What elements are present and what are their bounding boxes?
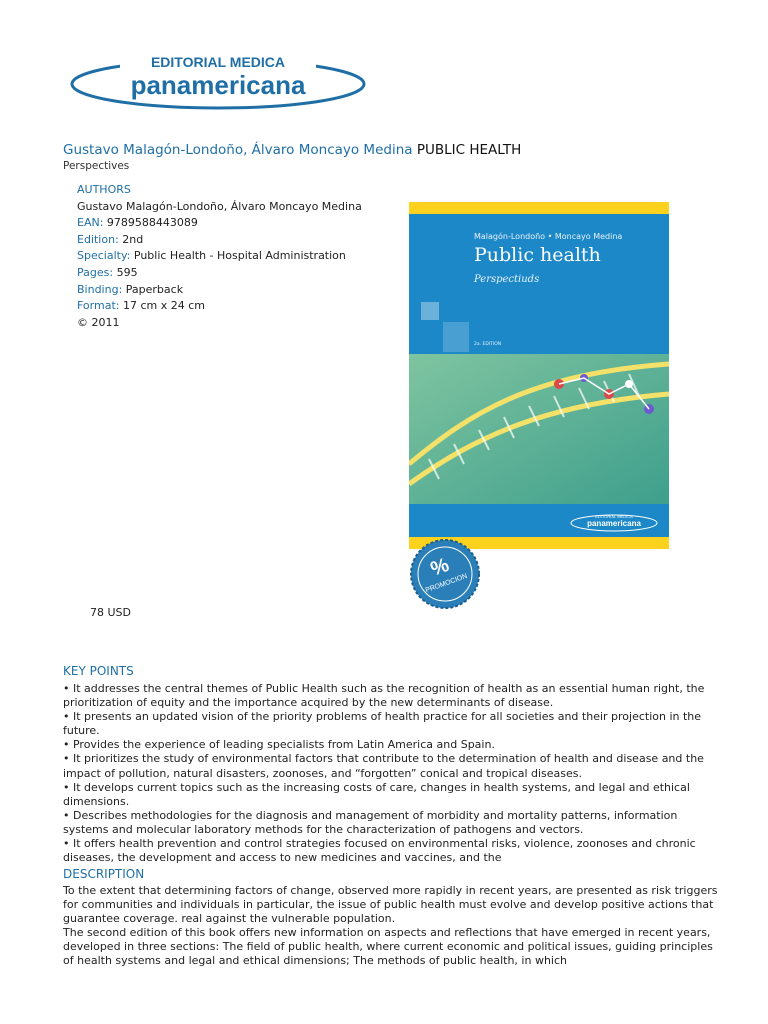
- key-points-list: [63, 682, 718, 865]
- copyright: © 2011: [77, 315, 120, 329]
- badge-symbol: %: [427, 553, 453, 581]
- ean-value: 9789588443089: [106, 216, 198, 230]
- format-value: 17 cm x 24 cm: [122, 299, 206, 313]
- description-paragraph: To the extent that determining factors of change, observed more rapidly in recent years, are presented as risk triggers for communities and individuals in particular, the issue of public health must evolve and develop positive actions that guarantee coverage. real against the vulnerable population.: [63, 884, 718, 926]
- key-points-heading: KEY POINTS: [63, 664, 134, 678]
- binding-value: Paperback: [125, 282, 184, 296]
- authors-value: Gustavo Malagón-Londoño, Álvaro Moncayo Medina: [77, 199, 362, 213]
- cover-authors: Malagón-Londoño • Moncayo Medina: [474, 232, 623, 241]
- edition-value: 2nd: [122, 232, 144, 246]
- cover-edition: 2a. EDITION: [474, 342, 502, 347]
- binding-label: Binding:: [77, 282, 123, 296]
- format-row: [77, 298, 397, 315]
- cover-publisher-small: EDITORIAL MEDICA: [595, 514, 633, 519]
- cover-panel: [409, 214, 669, 537]
- cover-publisher-name: panamericana: [587, 519, 641, 528]
- pages-row: [77, 265, 397, 282]
- list-item: • Provides the experience of leading specialists from Latin America and Spain.: [63, 738, 495, 752]
- publisher-logo: [70, 52, 370, 112]
- cover-dna-illustration: [409, 354, 669, 504]
- price: 78 USD: [90, 606, 131, 619]
- cover-subtitle: Perspectiuds: [474, 274, 540, 285]
- specialty-label: Specialty:: [77, 249, 131, 263]
- pages-value: 595: [116, 265, 138, 279]
- book-cover[interactable]: [409, 202, 669, 549]
- specialty-value: Public Health - Hospital Administration: [133, 249, 346, 263]
- authors-heading: AUTHORS: [77, 183, 131, 196]
- book-heading: [63, 141, 521, 159]
- format-label: Format:: [77, 299, 120, 313]
- pages-label: Pages:: [77, 265, 114, 279]
- list-item: • It develops current topics such as the increasing costs of care, changes in health systems, and legal and ethical dimensions.: [63, 780, 690, 808]
- logo-line2: panamericana: [130, 70, 306, 100]
- list-item: • It addresses the central themes of Public Health such as the recognition of health as an essential human right, the prioritization of equity and the importance acquired by the new determinants of disease.: [63, 682, 705, 710]
- promotion-badge[interactable]: [409, 538, 481, 610]
- ean-row: [77, 215, 397, 232]
- book-details: [77, 182, 397, 331]
- list-item: • Describes methodologies for the diagnosis and management of morbidity and mortality patterns, information systems and molecular laboratory methods for the characterization of pathogens and vectors.: [63, 808, 678, 836]
- description-body: [63, 884, 723, 969]
- description-paragraph: The second edition of this book offers new information on aspects and reflections that have emerged in recent years, developed in three sections: The field of public health, where current economic and political issues, guiding principles of health systems and legal and ethical dimensions; The methods of public health, in which: [63, 926, 713, 968]
- description-heading: DESCRIPTION: [63, 867, 145, 881]
- cover-publisher-logo: [569, 512, 659, 532]
- list-item: • It offers health prevention and control strategies focused on environmental risks, violence, zoonoses and chronic diseases, the development and access to new medicines and vaccines, and the: [63, 837, 696, 865]
- authors-link[interactable]: Gustavo Malagón-Londoño, Álvaro Moncayo Medina: [63, 142, 413, 158]
- list-item: • It prioritizes the study of environmental factors that contribute to the determination of health and disease and the impact of pollution, natural disasters, zoonoses, and “forgotten” conical and tropical diseases.: [63, 752, 704, 780]
- cover-square: [421, 302, 439, 320]
- book-title: PUBLIC HEALTH: [416, 142, 522, 158]
- edition-row: [77, 232, 397, 249]
- cover-title: Public health: [474, 244, 601, 266]
- edition-label: Edition:: [77, 232, 119, 246]
- list-item: • It presents an updated vision of the priority problems of health practice for all societies and their projection in the future.: [63, 710, 702, 738]
- logo-line1: EDITORIAL MEDICA: [150, 54, 286, 70]
- binding-row: [77, 282, 397, 299]
- badge-text: PROMOCION: [424, 572, 469, 595]
- specialty-row: [77, 248, 397, 265]
- cover-square: [443, 322, 469, 352]
- book-subtitle: Perspectives: [63, 160, 130, 172]
- ean-label: EAN:: [77, 216, 104, 230]
